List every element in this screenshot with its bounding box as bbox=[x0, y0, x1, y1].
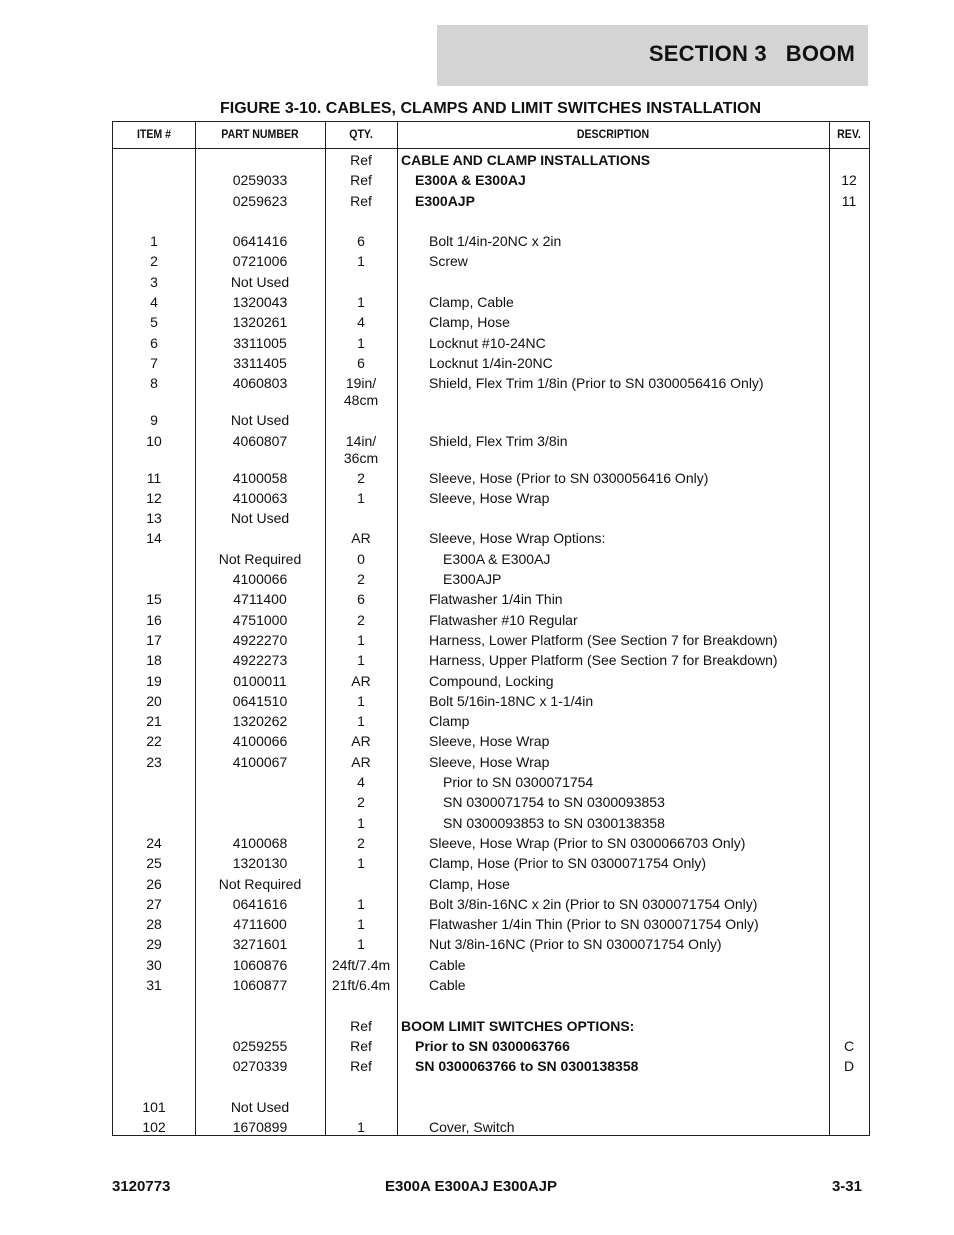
revision: 11 bbox=[841, 192, 857, 209]
description: Harness, Upper Platform (See Section 7 for Breakdown) bbox=[429, 652, 778, 669]
part-number: 4100067 bbox=[232, 753, 288, 770]
part-number: 0270339 bbox=[232, 1058, 288, 1075]
item-number: 3 bbox=[150, 273, 158, 290]
quantity: 1 bbox=[357, 253, 365, 270]
quantity: 1 bbox=[357, 713, 365, 730]
quantity: 1 bbox=[357, 631, 365, 648]
item-number: 15 bbox=[146, 591, 162, 608]
part-number: 4100058 bbox=[232, 469, 288, 486]
table-row bbox=[113, 230, 869, 250]
description: Shield, Flex Trim 1/8in (Prior to SN 0300056416 Only) bbox=[429, 375, 764, 392]
table-row bbox=[113, 690, 869, 710]
description: Screw bbox=[429, 253, 468, 270]
item-number: 9 bbox=[150, 412, 158, 429]
table-row bbox=[113, 1055, 869, 1075]
table-row bbox=[113, 954, 869, 974]
table-row bbox=[113, 291, 869, 311]
item-number: 11 bbox=[146, 469, 162, 486]
quantity: AR bbox=[351, 753, 371, 770]
table-body bbox=[113, 149, 869, 1136]
table-row bbox=[113, 994, 869, 1014]
quantity: AR bbox=[351, 530, 371, 547]
table-row bbox=[113, 873, 869, 893]
quantity: Ref bbox=[350, 152, 372, 168]
description: Flatwasher 1/4in Thin bbox=[429, 591, 563, 608]
part-number: 4711600 bbox=[233, 916, 287, 933]
quantity: 1 bbox=[357, 1119, 365, 1136]
part-number: 4100066 bbox=[232, 571, 288, 588]
quantity: 0 bbox=[357, 550, 365, 567]
table-row bbox=[113, 771, 869, 791]
description: Shield, Flex Trim 3/8in bbox=[429, 432, 568, 449]
quantity: 1 bbox=[357, 916, 365, 933]
part-number: 1060877 bbox=[232, 976, 288, 993]
part-number: 3271601 bbox=[232, 936, 288, 953]
quantity: Ref bbox=[350, 1058, 372, 1075]
part-number: 1320261 bbox=[232, 314, 288, 331]
header-rev: REV. bbox=[837, 129, 861, 141]
table-row bbox=[113, 629, 869, 649]
item-number: 17 bbox=[146, 631, 162, 648]
table-row bbox=[113, 812, 869, 832]
table-row bbox=[113, 169, 869, 189]
part-number: Not Used bbox=[230, 412, 290, 429]
table-row bbox=[113, 430, 869, 467]
description: Nut 3/8in-16NC (Prior to SN 0300071754 Only) bbox=[429, 936, 722, 953]
parts-table bbox=[112, 121, 870, 1136]
description: Flatwasher 1/4in Thin (Prior to SN 0300071754 Only) bbox=[429, 916, 759, 933]
quantity: 2 bbox=[357, 834, 365, 851]
table-row bbox=[113, 568, 869, 588]
table-row bbox=[113, 730, 869, 750]
description: Sleeve, Hose Wrap bbox=[429, 733, 550, 750]
description: E300A & E300AJ bbox=[415, 172, 526, 189]
description: Cable bbox=[429, 976, 466, 993]
description: Clamp, Hose bbox=[429, 875, 510, 892]
description: Locknut 1/4in-20NC bbox=[429, 354, 553, 371]
header-description: DESCRIPTION bbox=[576, 129, 650, 141]
quantity: 1 bbox=[357, 652, 365, 669]
description: Sleeve, Hose Wrap bbox=[429, 489, 550, 506]
quantity: 24ft/7.4m bbox=[331, 956, 391, 973]
table-row bbox=[113, 409, 869, 429]
part-number: 0641510 bbox=[232, 692, 288, 709]
revision: 12 bbox=[841, 172, 857, 189]
description: E300AJP bbox=[415, 192, 475, 209]
footer-page-number: 3-31 bbox=[831, 1178, 862, 1195]
table-row bbox=[113, 372, 869, 409]
table-row bbox=[113, 893, 869, 913]
table-row bbox=[113, 548, 869, 568]
part-number: Not Required bbox=[218, 875, 302, 892]
part-number: 3311005 bbox=[233, 334, 287, 351]
item-number: 18 bbox=[146, 652, 162, 669]
quantity: Ref bbox=[350, 1037, 372, 1054]
table-row bbox=[113, 588, 869, 608]
quantity: Ref bbox=[350, 1017, 372, 1034]
item-number: 31 bbox=[146, 976, 162, 993]
part-number: 0259033 bbox=[232, 172, 288, 189]
item-number: 14 bbox=[146, 530, 162, 547]
item-number: 102 bbox=[142, 1119, 166, 1136]
table-row bbox=[113, 832, 869, 852]
description: Prior to SN 0300071754 bbox=[443, 774, 594, 791]
item-number: 29 bbox=[146, 936, 162, 953]
part-number: 3311405 bbox=[233, 354, 287, 371]
description: Bolt 1/4in-20NC x 2in bbox=[429, 233, 562, 250]
item-number: 20 bbox=[146, 692, 162, 709]
quantity: 1 bbox=[357, 814, 365, 831]
part-number: 0641616 bbox=[232, 895, 288, 912]
item-number: 2 bbox=[150, 253, 158, 270]
quantity: 6 bbox=[357, 233, 365, 250]
quantity: AR bbox=[351, 733, 371, 750]
table-row bbox=[113, 791, 869, 811]
part-number: 1320043 bbox=[232, 294, 288, 311]
item-number: 26 bbox=[146, 875, 162, 892]
item-number: 12 bbox=[146, 489, 162, 506]
description: CABLE AND CLAMP INSTALLATIONS bbox=[401, 152, 651, 168]
quantity: 14in/ bbox=[345, 432, 377, 449]
quantity: 6 bbox=[357, 354, 365, 371]
description: Cable bbox=[429, 956, 466, 973]
table-row bbox=[113, 751, 869, 771]
table-row bbox=[113, 190, 869, 210]
part-number: 4100068 bbox=[232, 834, 288, 851]
item-number: 24 bbox=[146, 834, 162, 851]
quantity: 2 bbox=[357, 571, 365, 588]
item-number: 10 bbox=[146, 432, 162, 449]
part-number: 1670899 bbox=[232, 1119, 288, 1136]
quantity: AR bbox=[351, 672, 371, 689]
item-number: 7 bbox=[150, 354, 158, 371]
description: BOOM LIMIT SWITCHES OPTIONS: bbox=[401, 1017, 635, 1034]
part-number: Not Used bbox=[230, 273, 290, 290]
quantity: 4 bbox=[357, 774, 365, 791]
description: Sleeve, Hose Wrap bbox=[429, 753, 550, 770]
part-number: 0100011 bbox=[233, 672, 287, 689]
footer-doc-number: 3120773 bbox=[112, 1178, 171, 1195]
item-number: 5 bbox=[150, 314, 158, 331]
quantity: Ref bbox=[350, 172, 372, 189]
table-row bbox=[113, 332, 869, 352]
table-row bbox=[113, 710, 869, 730]
item-number: 28 bbox=[146, 916, 162, 933]
quantity: 1 bbox=[357, 334, 365, 351]
footer-models: E300A E300AJ E300AJP bbox=[384, 1178, 558, 1195]
item-number: 13 bbox=[146, 510, 162, 527]
table-row bbox=[113, 913, 869, 933]
description: Bolt 5/16in-18NC x 1-1/4in bbox=[429, 692, 594, 709]
description: Clamp, Hose bbox=[429, 314, 510, 331]
description: Clamp, Hose (Prior to SN 0300071754 Only) bbox=[429, 855, 707, 872]
item-number: 19 bbox=[146, 672, 162, 689]
description: Compound, Locking bbox=[429, 672, 554, 689]
table-row bbox=[113, 527, 869, 547]
quantity: 21ft/6.4m bbox=[331, 976, 391, 993]
description: SN 0300093853 to SN 0300138358 bbox=[443, 814, 665, 831]
table-row bbox=[113, 609, 869, 629]
quantity: 1 bbox=[357, 936, 365, 953]
part-number: 4711400 bbox=[233, 591, 287, 608]
table-row bbox=[113, 1116, 869, 1136]
item-number: 23 bbox=[146, 753, 162, 770]
description: Clamp, Cable bbox=[429, 294, 514, 311]
quantity: 1 bbox=[357, 855, 365, 872]
quantity: 2 bbox=[357, 469, 365, 486]
part-number: Not Required bbox=[218, 550, 302, 567]
quantity: Ref bbox=[350, 192, 372, 209]
description: SN 0300063766 to SN 0300138358 bbox=[415, 1058, 639, 1075]
description: Clamp bbox=[429, 713, 470, 730]
part-number: 0641416 bbox=[232, 233, 288, 250]
part-number: Not Used bbox=[230, 510, 290, 527]
part-number: 1320130 bbox=[232, 855, 288, 872]
description: Sleeve, Hose Wrap (Prior to SN 0300066703 Only) bbox=[429, 834, 746, 851]
part-number: 1320262 bbox=[232, 713, 288, 730]
quantity: 6 bbox=[357, 591, 365, 608]
part-number: 0259623 bbox=[232, 192, 288, 209]
quantity-metric: 36cm bbox=[343, 449, 379, 466]
table-row bbox=[113, 1075, 869, 1095]
table-row bbox=[113, 271, 869, 291]
section-header-box bbox=[437, 25, 868, 86]
item-number: 21 bbox=[146, 713, 162, 730]
quantity-metric: 48cm bbox=[343, 392, 379, 409]
table-row bbox=[113, 311, 869, 331]
quantity: 1 bbox=[357, 692, 365, 709]
description: Locknut #10-24NC bbox=[429, 334, 546, 351]
table-row bbox=[113, 250, 869, 270]
revision: D bbox=[843, 1058, 855, 1075]
table-row bbox=[113, 852, 869, 872]
description: E300A & E300AJ bbox=[443, 550, 551, 567]
header-item: ITEM # bbox=[136, 129, 172, 141]
description: Bolt 3/8in-16NC x 2in (Prior to SN 0300071754 Only) bbox=[429, 895, 758, 912]
table-row bbox=[113, 149, 869, 169]
part-number: 4060807 bbox=[232, 432, 288, 449]
table-row bbox=[113, 933, 869, 953]
table-row bbox=[113, 974, 869, 994]
description: Harness, Lower Platform (See Section 7 for Breakdown) bbox=[429, 631, 778, 648]
description: Sleeve, Hose (Prior to SN 0300056416 Only) bbox=[429, 469, 709, 486]
part-number: Not Used bbox=[230, 1098, 290, 1115]
part-number: 4100066 bbox=[232, 733, 288, 750]
item-number: 30 bbox=[146, 956, 162, 973]
description: Flatwasher #10 Regular bbox=[429, 611, 578, 628]
item-number: 1 bbox=[150, 233, 158, 250]
quantity: 1 bbox=[357, 294, 365, 311]
part-number: 4922270 bbox=[232, 631, 288, 648]
table-row bbox=[113, 1015, 869, 1035]
section-title: SECTION 3 BOOM bbox=[648, 41, 855, 66]
part-number: 4922273 bbox=[232, 652, 288, 669]
item-number: 27 bbox=[146, 895, 162, 912]
quantity: 1 bbox=[357, 895, 365, 912]
quantity: 2 bbox=[357, 794, 365, 811]
description: Prior to SN 0300063766 bbox=[415, 1037, 570, 1054]
table-row bbox=[113, 352, 869, 372]
table-row bbox=[113, 487, 869, 507]
quantity: 2 bbox=[357, 611, 365, 628]
part-number: 0259255 bbox=[232, 1037, 288, 1054]
quantity: 19in/ bbox=[345, 375, 377, 392]
part-number: 0721006 bbox=[232, 253, 288, 270]
table-row bbox=[113, 210, 869, 230]
figure-title: FIGURE 3-10. CABLES, CLAMPS AND LIMIT SWITCHES INSTALLATION bbox=[219, 100, 762, 117]
table-row bbox=[113, 467, 869, 487]
table-row bbox=[113, 1096, 869, 1116]
header-qty: QTY. bbox=[349, 129, 373, 141]
part-number: 1060876 bbox=[232, 956, 288, 973]
description: E300AJP bbox=[443, 571, 502, 588]
part-number: 4100063 bbox=[232, 489, 288, 506]
part-number: 4751000 bbox=[232, 611, 288, 628]
description: SN 0300071754 to SN 0300093853 bbox=[443, 794, 665, 811]
header-part-number: PART NUMBER bbox=[221, 129, 299, 141]
revision: C bbox=[843, 1037, 855, 1054]
item-number: 22 bbox=[146, 733, 162, 750]
part-number: 4060803 bbox=[232, 375, 288, 392]
description: Cover, Switch bbox=[429, 1119, 515, 1136]
table-row bbox=[113, 649, 869, 669]
table-row bbox=[113, 507, 869, 527]
item-number: 6 bbox=[150, 334, 158, 351]
table-row bbox=[113, 1035, 869, 1055]
item-number: 16 bbox=[146, 611, 162, 628]
item-number: 4 bbox=[150, 294, 158, 311]
quantity: 1 bbox=[357, 489, 365, 506]
item-number: 101 bbox=[142, 1098, 166, 1115]
table-row bbox=[113, 670, 869, 690]
quantity: 4 bbox=[357, 314, 365, 331]
item-number: 25 bbox=[146, 855, 162, 872]
item-number: 8 bbox=[150, 375, 158, 392]
description: Sleeve, Hose Wrap Options: bbox=[429, 530, 606, 547]
